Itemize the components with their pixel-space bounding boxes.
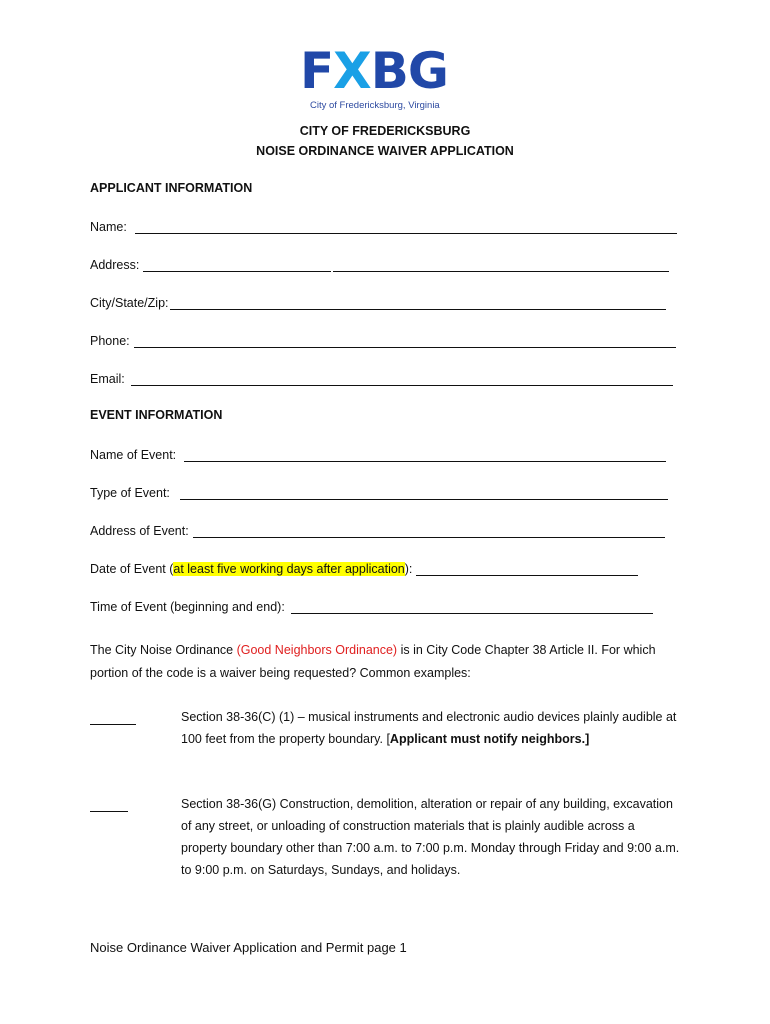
- section-36g-item: [181, 793, 681, 881]
- ordinance-intro: [90, 639, 680, 685]
- header-form-title: NOISE ORDINANCE WAIVER APPLICATION: [256, 144, 514, 158]
- good-neighbors-link[interactable]: (Good Neighbors Ordinance): [236, 643, 398, 657]
- event-type-field[interactable]: [180, 485, 668, 500]
- applicant-name-row: [90, 216, 677, 234]
- section-36g-checkbox-blank[interactable]: [90, 797, 128, 812]
- ordinance-intro-prefix: The City Noise Ordinance: [90, 643, 237, 657]
- event-address-row: [90, 520, 665, 538]
- header-city: CITY OF FREDERICKSBURG: [299, 124, 471, 138]
- applicant-email-row: [90, 368, 673, 386]
- applicant-email-field[interactable]: [131, 371, 673, 386]
- event-address-label: Address of Event:: [90, 524, 189, 538]
- event-date-label-prefix: Date of Event (: [90, 562, 174, 576]
- logo-letter-b: B: [370, 42, 408, 100]
- page-footer: Noise Ordinance Waiver Application and Permit page 1: [90, 940, 407, 955]
- applicant-city-label: City/State/Zip:: [90, 296, 169, 310]
- event-time-label: Time of Event (beginning and end):: [90, 600, 285, 614]
- applicant-address-label: Address:: [90, 258, 140, 272]
- ordinance-intro-suffix: is in City Code Chapter 38 Article II. For which portion of the code is a waiver being requested? Common examples:: [90, 643, 656, 680]
- event-address-field[interactable]: [193, 523, 665, 538]
- event-name-field[interactable]: [184, 447, 666, 462]
- fxbg-logo: [300, 44, 470, 114]
- event-type-label: Type of Event:: [90, 486, 170, 500]
- event-heading: EVENT INFORMATION: [90, 408, 223, 422]
- applicant-heading: APPLICANT INFORMATION: [90, 181, 253, 195]
- event-name-row: [90, 444, 666, 462]
- applicant-address-field-1[interactable]: [143, 257, 331, 272]
- logo-letter-f: F: [300, 42, 334, 100]
- applicant-phone-label: Phone:: [90, 334, 130, 348]
- applicant-address-row: [90, 254, 669, 272]
- section-36c-text: Section 38-36(C) (1) – musical instruments and electronic audio devices plainly audible at 100 feet from the property boundary. [: [181, 710, 677, 746]
- applicant-email-label: Email:: [90, 372, 125, 386]
- event-date-row: [90, 558, 638, 576]
- logo-letter-g: G: [407, 42, 448, 100]
- event-date-label-suffix: ):: [404, 562, 413, 576]
- section-36c-checkbox-blank[interactable]: [90, 710, 136, 725]
- applicant-phone-field[interactable]: [134, 333, 676, 348]
- applicant-city-field[interactable]: [170, 295, 666, 310]
- section-36g-text: Section 38-36(G) Construction, demolition, alteration or repair of any building, excavation of any street, or unloading of construction materials that is plainly audible across a property boundary other than 7:00 a.m. to 7:00 p.m. Monday through Friday and 9:00 a.m. to 9:00 p.m. on Saturdays, Sundays, and holidays.: [181, 797, 680, 877]
- logo-subtitle: City of Fredericksburg, Virginia: [310, 100, 440, 111]
- section-36c-item: [181, 706, 681, 750]
- applicant-name-field[interactable]: [135, 219, 677, 234]
- event-time-row: [90, 596, 653, 614]
- logo-letter-x: X: [333, 42, 371, 100]
- logo-letters: [300, 42, 470, 100]
- event-date-field[interactable]: [416, 561, 638, 576]
- applicant-address-field-2[interactable]: [333, 257, 669, 272]
- event-name-label: Name of Event:: [90, 448, 177, 462]
- event-date-requirement: at least five working days after application: [173, 562, 405, 576]
- event-time-field[interactable]: [291, 599, 653, 614]
- applicant-city-row: [90, 292, 666, 310]
- applicant-phone-row: [90, 330, 676, 348]
- event-type-row: [90, 482, 668, 500]
- applicant-name-label: Name:: [90, 220, 127, 234]
- section-36c-notice: Applicant must notify neighbors.]: [389, 732, 590, 746]
